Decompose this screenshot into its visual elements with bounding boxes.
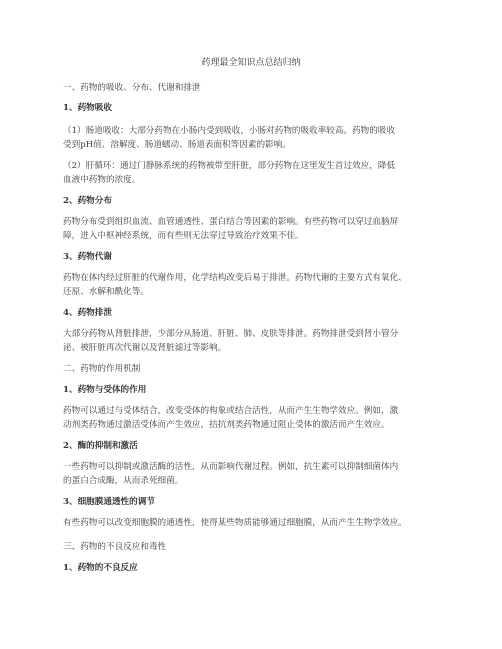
paragraph-line: 障，进入中枢神经系统，而有些则无法穿过导致治疗效果不佳。: [63, 231, 304, 241]
paragraph-line: 还原、水解和酰化等。: [63, 287, 149, 297]
paragraph-line: 有些药物可以改变细胞膜的通透性，使得某些物质能够通过细胞膜，从而产生生物学效应。: [63, 518, 407, 528]
subheading-drug-excretion: 4、药物排泄: [63, 308, 112, 318]
section-heading-2: 二、药物的作用机制: [63, 364, 141, 374]
document-title: 药理最全知识点总结归纳: [201, 58, 301, 68]
paragraph-line: 药物可以通过与受体结合，改变受体的构象或结合活性，从而产生生物学效应。例如，激: [63, 406, 399, 416]
section-heading-1: 一、药物的吸收、分布、代谢和排泄: [63, 83, 201, 93]
subheading-drug-metabolism: 3、药物代谢: [63, 252, 112, 262]
paragraph-line: 动剂类药物通过激活受体而产生效应，拮抗剂类药物通过阻止受体的激活而产生效应。: [63, 420, 390, 430]
paragraph-line: 药物在体内经过肝脏的代谢作用，化学结构改变后易于排泄。药物代谢的主要方式有氧化、: [63, 273, 407, 283]
paragraph-line: 泌、被肝脏再次代谢以及肾脏滤过等影响。: [63, 343, 227, 353]
paragraph-line: （1）肠道吸收：大部分药物在小肠内受到吸收，小肠对药物的吸收率较高。药物的吸收: [63, 126, 396, 136]
paragraph-line: 受到pH值、溶解度、肠道蠕动、肠道表面积等因素的影响。: [63, 140, 291, 150]
paragraph-line: 血液中药物的浓度。: [63, 175, 141, 185]
subheading-adverse-reactions: 1、药物的不良反应: [63, 563, 138, 573]
subheading-drug-receptor: 1、药物与受体的作用: [63, 385, 147, 395]
subheading-enzyme: 2、酶的抑制和激活: [63, 441, 138, 451]
subheading-drug-absorption: 1、药物吸收: [63, 103, 112, 113]
paragraph-line: （2）肝循环：通过门静脉系统的药物被带至肝脏，部分药物在这里发生首过效应，降低: [63, 161, 396, 171]
subheading-drug-distribution: 2、药物分布: [63, 196, 112, 206]
paragraph-line: 大部分药物从肾脏排泄，少部分从肠道、肝脏、肺、皮肤等排泄。药物排泄受到肾小管分: [63, 329, 399, 339]
subheading-membrane: 3、细胞膜通透性的调节: [63, 497, 155, 507]
paragraph-line: 一些药物可以抑制或激活酶的活性，从而影响代谢过程。例如，抗生素可以抑制细菌体内: [63, 462, 399, 472]
paragraph-line: 的蛋白合成酶，从而杀死细菌。: [63, 476, 184, 486]
section-heading-3: 三、药物的不良反应和毒性: [63, 542, 167, 552]
paragraph-line: 药物分布受到组织血流、血管通透性、蛋白结合等因素的影响。有些药物可以穿过血脑屏: [63, 217, 399, 227]
